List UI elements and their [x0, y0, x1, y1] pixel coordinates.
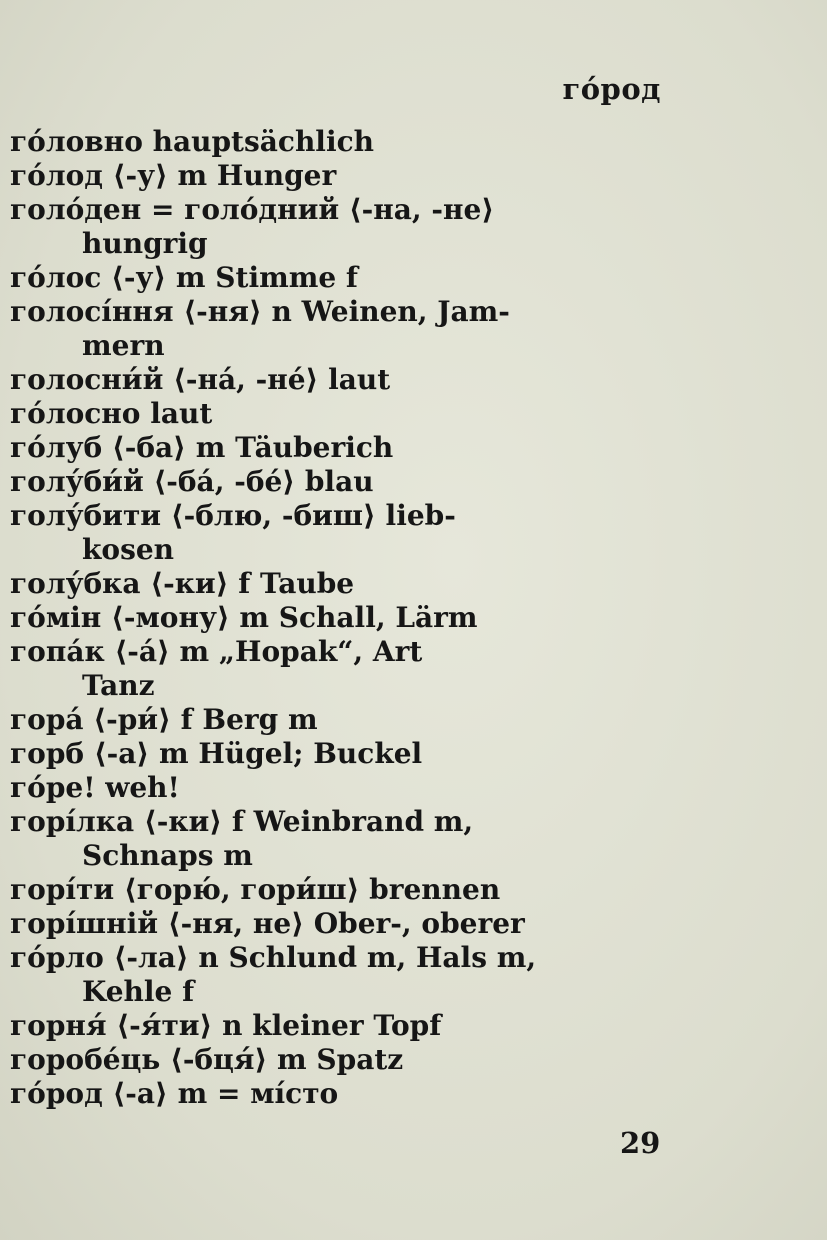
entry-line: горб ⟨-а⟩ m Hügel; Buckel [10, 737, 423, 770]
entry-line: гóловно hauptsächlich [10, 125, 374, 158]
entry-line: гóмін ⟨-мону⟩ m Schall, Lärm [10, 601, 478, 634]
entry-line: горобéць ⟨-бця́⟩ m Spatz [10, 1043, 404, 1076]
entry-line: гóлосно laut [10, 397, 213, 430]
entry [10, 1043, 656, 1077]
entry [10, 703, 656, 737]
entry-line: горня́ ⟨-я́ти⟩ n kleiner Topf [10, 1009, 442, 1042]
entry-line: голу́бка ⟨-ки⟩ f Taube [10, 567, 355, 600]
entry-line: гóлос ⟨-у⟩ m Stimme f [10, 261, 358, 294]
entry-line: гóре! weh! [10, 771, 180, 804]
entry-line: гóрод ⟨-а⟩ m = мíсто [10, 1077, 339, 1110]
entry-line: голу́би́й ⟨-бá, -бé⟩ blau [10, 465, 374, 498]
entry [10, 499, 656, 567]
entry-line: голу́бити ⟨-блю, -биш⟩ lieb- [10, 499, 456, 532]
entry-line: гóлод ⟨-у⟩ m Hunger [10, 159, 337, 192]
entry [10, 363, 656, 397]
entry [10, 125, 656, 159]
running-head: гóрод [562, 72, 661, 106]
entry [10, 261, 656, 295]
entry [10, 1077, 656, 1111]
entry-line: гопáк ⟨-á⟩ m „Hopak“, Art [10, 635, 423, 668]
entry-line: горíлка ⟨-ки⟩ f Weinbrand m, [10, 805, 474, 838]
entry [10, 873, 656, 907]
entry-continuation: Kehle f [82, 975, 195, 1008]
entry [10, 193, 656, 261]
entry [10, 431, 656, 465]
entry-continuation: kosen [82, 533, 175, 566]
entry [10, 295, 656, 363]
entry-list [10, 125, 656, 1111]
entry [10, 397, 656, 431]
entry [10, 907, 656, 941]
entry [10, 1009, 656, 1043]
entry [10, 465, 656, 499]
entry-line: голосíння ⟨-ня⟩ n Weinen, Jam- [10, 295, 510, 328]
entry-line: горíти ⟨горю́, гори́ш⟩ brennen [10, 873, 501, 906]
page-number: 29 [620, 1126, 661, 1160]
entry-continuation: mern [82, 329, 165, 362]
entry [10, 567, 656, 601]
entry [10, 159, 656, 193]
entry [10, 771, 656, 805]
entry [10, 941, 656, 1009]
entry-line: гóрло ⟨-ла⟩ n Schlund m, Hals m, [10, 941, 537, 974]
entry [10, 737, 656, 771]
entry-continuation: Schnaps m [82, 839, 253, 872]
entry [10, 805, 656, 873]
entry-line: горá ⟨-ри́⟩ f Berg m [10, 703, 318, 736]
entry-line: голóден = голóдний ⟨-на, -не⟩ [10, 193, 495, 226]
entry-continuation: hungrig [82, 227, 208, 260]
entry [10, 601, 656, 635]
entry-continuation: Tanz [82, 669, 155, 702]
entry [10, 635, 656, 703]
entry-line: гóлуб ⟨-ба⟩ m Täuberich [10, 431, 394, 464]
entry-line: голосни́й ⟨-нá, -нé⟩ laut [10, 363, 391, 396]
entry-line: горíшній ⟨-ня, не⟩ Ober-, oberer [10, 907, 525, 940]
